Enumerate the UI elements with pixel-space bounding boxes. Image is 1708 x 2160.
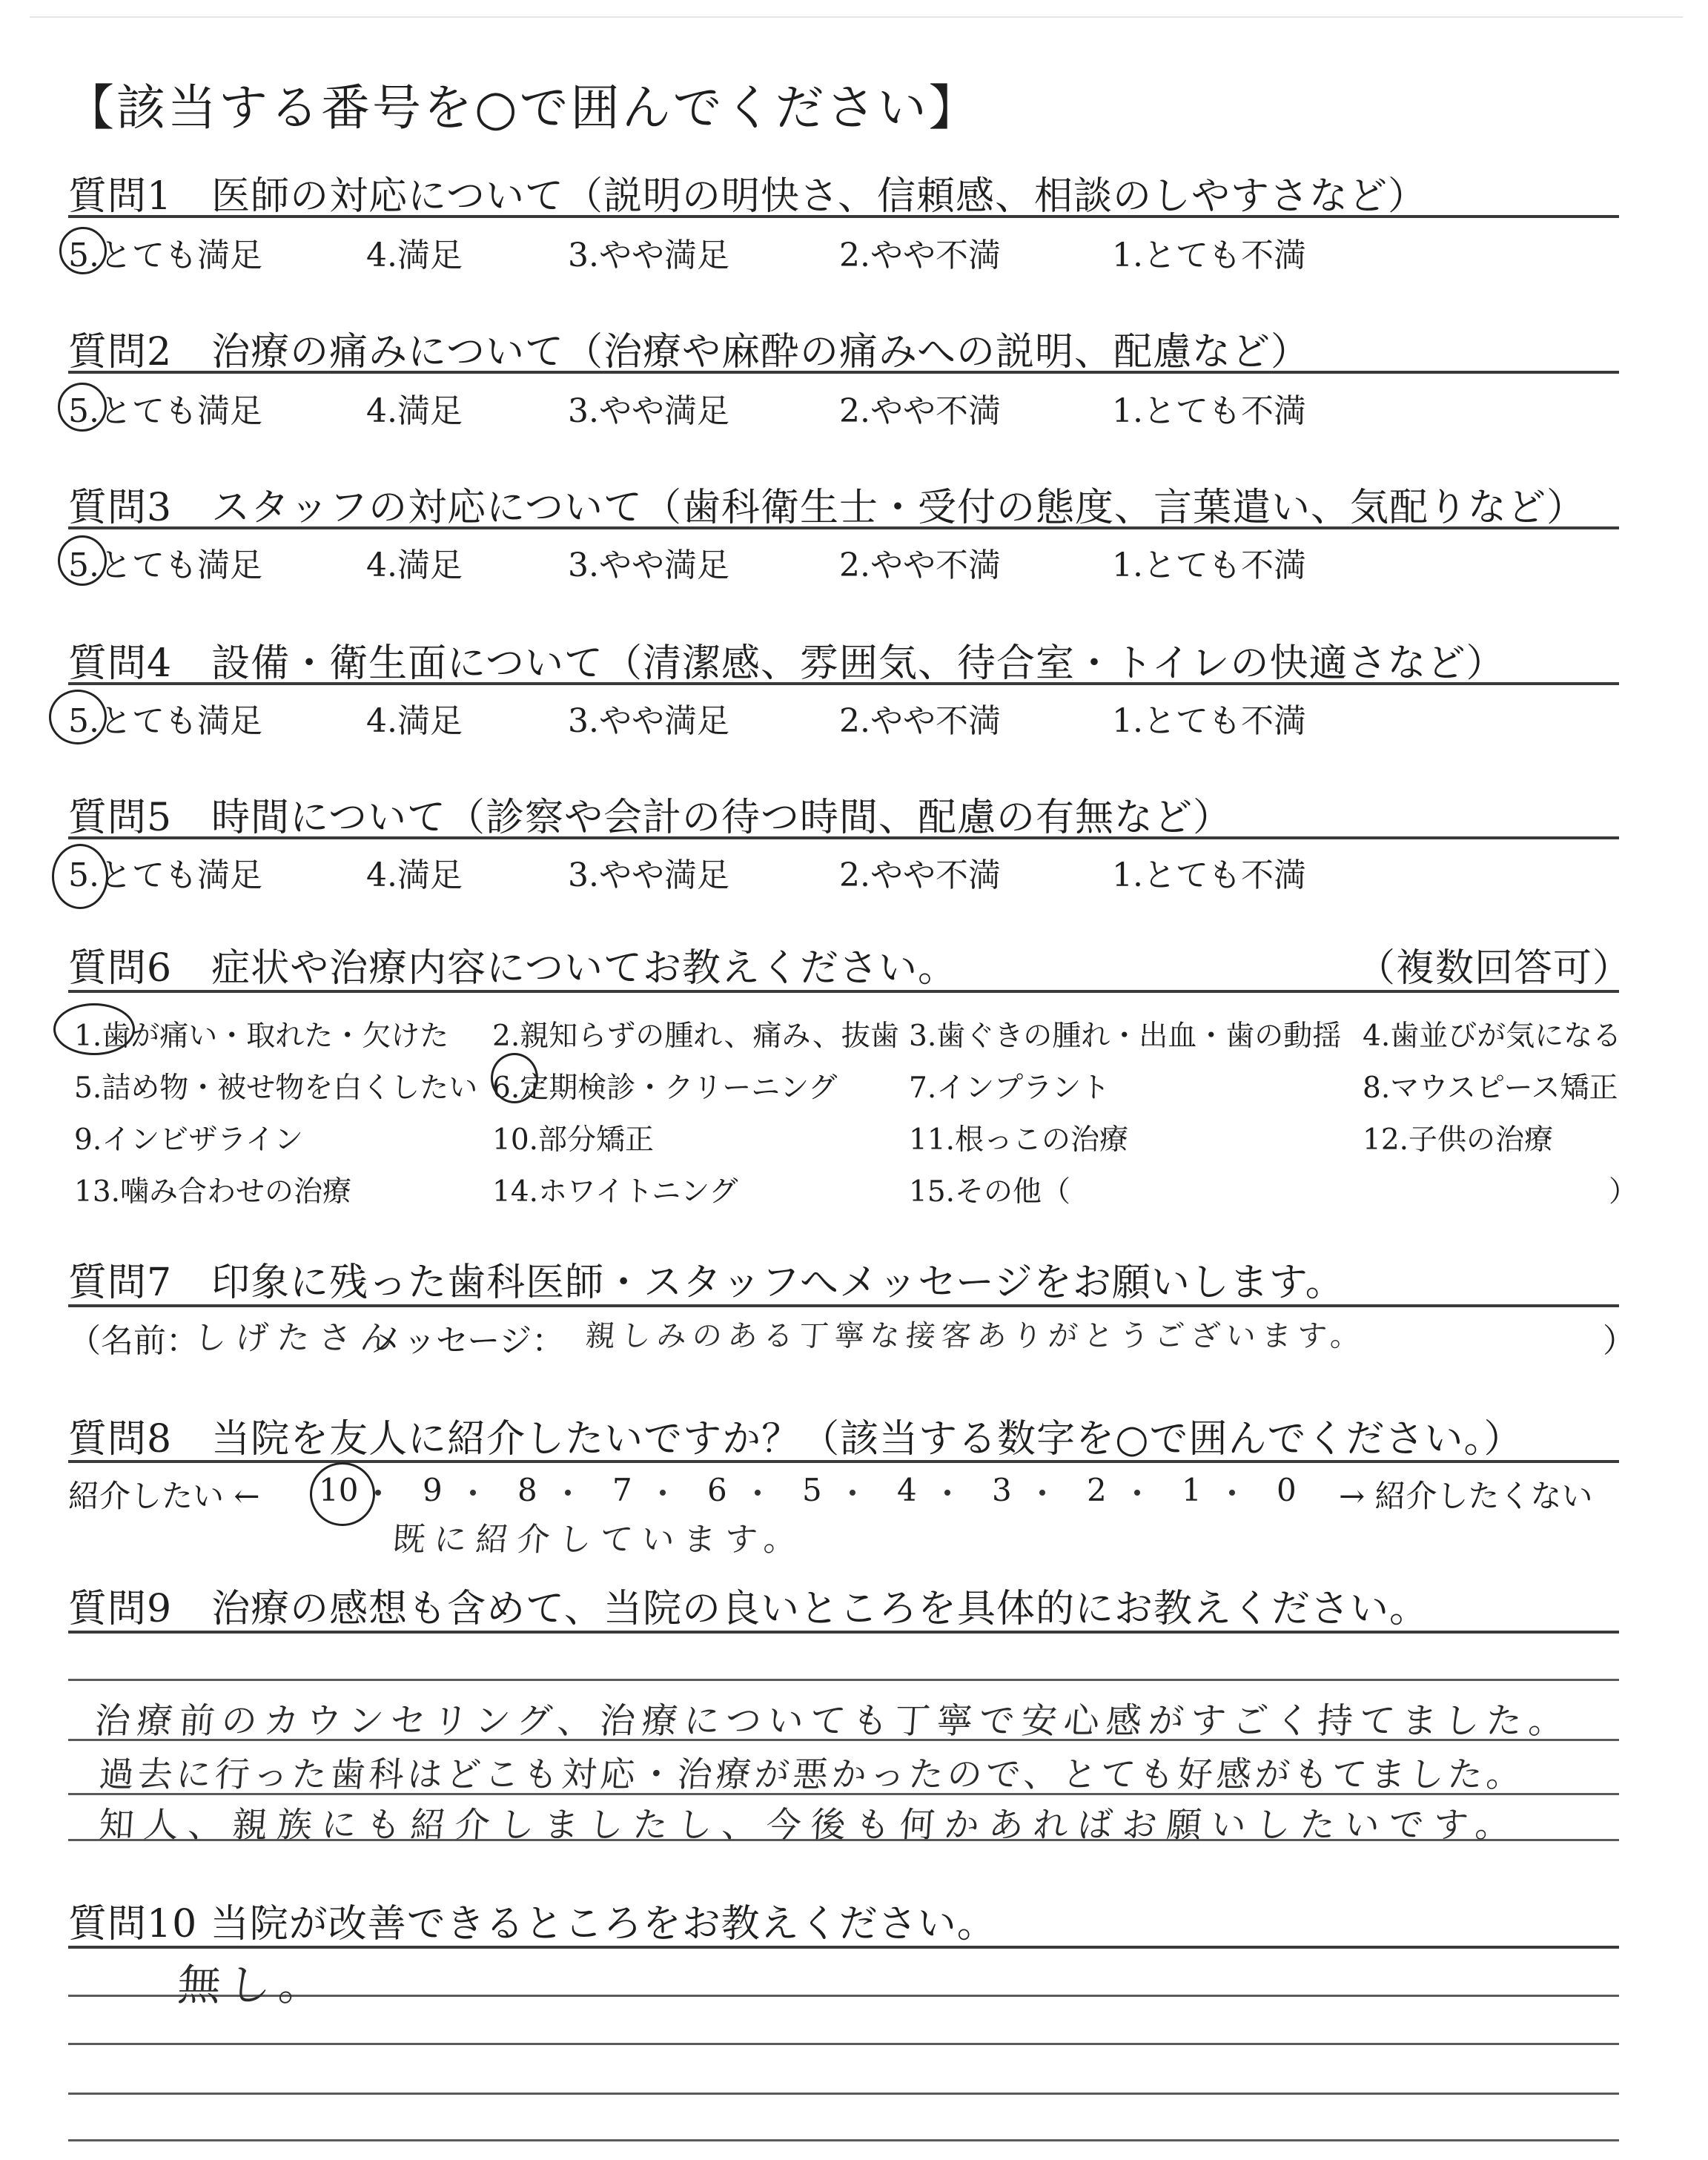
q4-option-5[interactable]: 5.とても満足 [68,702,262,740]
q3-option-5[interactable]: 5.とても満足 [68,546,262,584]
q5-option-3[interactable]: 3.やや満足 [568,856,729,894]
q8-scale-5[interactable]: 5 [802,1472,822,1508]
q6-option-15[interactable]: 15.その他（ [909,1175,1071,1209]
q6-option-1[interactable]: 1.歯が痛い・取れた・欠けた [74,1020,449,1053]
q6-option-8[interactable]: 8.マウスピース矯正 [1363,1071,1618,1105]
q8-scale-2[interactable]: 2 [1087,1472,1107,1508]
q7-close-paren: ） [1603,1322,1635,1360]
q4-title: 質問4 設備・衛生面について（清潔感、雰囲気、待合室・トイレの快適さなど） [68,641,1506,686]
form-header: 【該当する番号を○で囲んでください】 [65,79,980,136]
q8-scale-separator [755,1490,761,1496]
q5-title: 質問5 時間について（診察や会計の待つ時間、配慮の有無など） [68,796,1233,840]
q8-scale-separator [660,1490,666,1496]
q9-answer-line-3[interactable]: 知人、親族にも紹介しましたし、今後も何かあればお願いしたいです。 [97,1805,1521,1846]
q1-selected-circle[interactable] [59,227,107,274]
q6-other-close-paren: ） [1609,1175,1638,1209]
q1-option-4[interactable]: 4.満足 [366,237,463,274]
q7-name-label: （名前： [68,1322,199,1360]
q4-option-2[interactable]: 2.やや不満 [839,702,1001,740]
q8-scale-4[interactable]: 4 [897,1472,917,1508]
q7-message-label: メッセージ： [371,1322,565,1360]
q4-option-1[interactable]: 1.とても不満 [1112,702,1306,740]
q5-option-5[interactable]: 5.とても満足 [68,856,262,894]
q8-handwritten-note[interactable]: 既に紹介しています。 [391,1521,807,1559]
q3-option-2[interactable]: 2.やや不満 [839,546,1001,584]
q8-scale-separator [375,1490,381,1496]
q8-scale-separator [850,1490,855,1496]
q7-name-value[interactable]: しげたさん [192,1319,403,1357]
q8-scale-separator [1134,1490,1140,1496]
q8-scale-separator [944,1490,950,1496]
q8-right-label: → 紹介したくない [1339,1478,1593,1514]
q2-selected-circle[interactable] [58,383,107,432]
q9-title: 質問9 治療の感想も含めて、当院の良いところを具体的にお教えください。 [68,1587,1429,1631]
q6-option-2[interactable]: 2.親知らずの腫れ、痛み、抜歯 [492,1020,899,1053]
q5-rule [68,836,1619,839]
q6-option-13[interactable]: 13.噛み合わせの治療 [74,1175,352,1209]
q6-option-6[interactable]: 6.定期検診・クリーニング [492,1071,838,1105]
q6-option-4[interactable]: 4.歯並びが気になる [1363,1020,1622,1053]
q2-option-2[interactable]: 2.やや不満 [839,392,1001,430]
q2-option-3[interactable]: 3.やや満足 [568,392,729,430]
q6-option-9[interactable]: 9.インビザライン [74,1123,304,1157]
q7-message-value[interactable]: 親しみのある丁寧な接客ありがとうございます。 [584,1319,1368,1353]
q6-title: 質問6 症状や治療内容についてお教えください。 [68,946,958,991]
q8-scale-8[interactable]: 8 [517,1472,537,1508]
q8-scale-separator [565,1490,571,1496]
q6-option-7[interactable]: 7.インプラント [909,1071,1110,1105]
q10-title: 質問10 当院が改善できるところをお教えください。 [68,1902,996,1946]
scan-edge [30,16,1683,18]
q3-option-3[interactable]: 3.やや満足 [568,546,729,584]
q4-selected-circle[interactable] [49,690,107,744]
q1-option-2[interactable]: 2.やや不満 [839,237,1001,274]
q9-line-1 [68,1679,1619,1681]
q8-scale-separator [470,1490,476,1496]
q2-option-5[interactable]: 5.とても満足 [68,392,262,430]
q7-rule [68,1304,1619,1307]
q8-scale-7[interactable]: 7 [612,1472,632,1508]
q10-rule [68,1946,1619,1949]
q8-scale-9[interactable]: 9 [423,1472,443,1508]
q2-option-1[interactable]: 1.とても不満 [1112,392,1306,430]
q3-rule [68,526,1619,529]
q6-option-5[interactable]: 5.詰め物・被せ物を白くしたい [74,1071,478,1105]
q9-answer-line-2[interactable]: 過去に行った歯科はどこも対応・治療が悪かったので、とても好感がもてました。 [97,1754,1526,1795]
q1-rule [68,215,1619,218]
q8-scale-separator [1039,1490,1045,1496]
q3-option-1[interactable]: 1.とても不満 [1112,546,1306,584]
q1-title: 質問1 医師の対応について（説明の明快さ、信頼感、相談のしやすさなど） [68,174,1427,219]
q9-answer-line-1[interactable]: 治療前のカウンセリング、治療についても丁寧で安心感がすごく持てました。 [93,1700,1572,1742]
q6-circle-1[interactable] [53,1003,135,1055]
q8-scale-3[interactable]: 3 [992,1472,1012,1508]
q5-option-2[interactable]: 2.やや不満 [839,856,1001,894]
q10-line-4 [68,2139,1619,2141]
q5-selected-circle[interactable] [52,844,108,909]
q6-note: （複数回答可） [1357,946,1632,991]
q6-option-12[interactable]: 12.子供の治療 [1363,1123,1554,1157]
q8-scale-0[interactable]: 0 [1277,1472,1297,1508]
q8-scale-separator [1229,1490,1235,1496]
q4-rule [68,682,1619,685]
q8-left-label: 紹介したい ← [68,1478,260,1514]
q3-selected-circle[interactable] [58,535,107,586]
q6-option-3[interactable]: 3.歯ぐきの腫れ・出血・歯の動揺 [909,1020,1342,1053]
q10-line-3 [68,2093,1619,2095]
q6-option-14[interactable]: 14.ホワイトニング [492,1175,738,1209]
q3-option-4[interactable]: 4.満足 [366,546,463,584]
q8-title: 質問8 当院を友人に紹介したいですか？（該当する数字を○で囲んでください。） [68,1417,1523,1462]
q6-option-10[interactable]: 10.部分矯正 [492,1123,655,1157]
q2-option-4[interactable]: 4.満足 [366,392,463,430]
q9-rule [68,1631,1619,1634]
q10-line-2 [68,2043,1619,2045]
q1-option-3[interactable]: 3.やや満足 [568,237,729,274]
q10-answer[interactable]: 無し。 [176,1960,331,2010]
q3-title: 質問3 スタッフの対応について（歯科衛生士・受付の態度、言葉遣い、気配りなど） [68,486,1586,530]
q6-option-11[interactable]: 11.根っこの治療 [909,1123,1129,1157]
q6-circle-6[interactable] [491,1053,538,1103]
q8-circle-10[interactable] [310,1462,375,1526]
q1-option-5[interactable]: 5.とても満足 [68,237,262,274]
q6-rule [68,990,1619,993]
q4-option-4[interactable]: 4.満足 [366,702,463,740]
q2-title: 質問2 治療の痛みについて（治療や麻酔の痛みへの説明、配慮など） [68,330,1311,374]
q7-title: 質問7 印象に残った歯科医師・スタッフへメッセージをお願いします。 [68,1261,1345,1305]
q4-option-3[interactable]: 3.やや満足 [568,702,729,740]
q1-option-1[interactable]: 1.とても不満 [1112,237,1306,274]
q2-rule [68,371,1619,374]
q5-option-4[interactable]: 4.満足 [366,856,463,894]
q8-scale-1[interactable]: 1 [1182,1472,1202,1508]
q8-scale-6[interactable]: 6 [707,1472,727,1508]
q8-scale-10[interactable]: 10 [319,1472,359,1508]
q5-option-1[interactable]: 1.とても不満 [1112,856,1306,894]
q8-rule [68,1460,1619,1463]
